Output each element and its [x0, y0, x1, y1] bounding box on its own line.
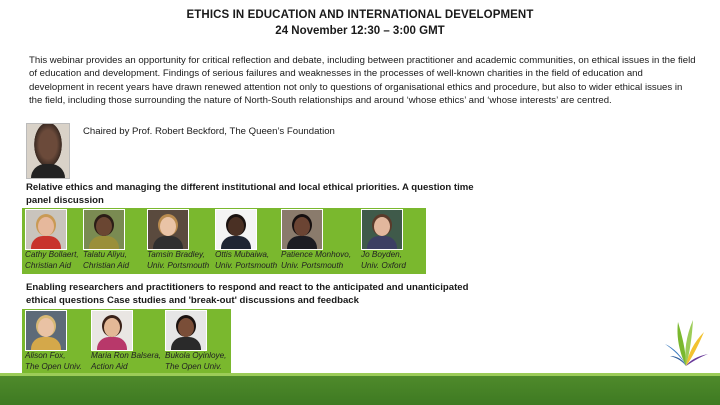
speaker-affiliation: Univ. Oxford: [361, 260, 406, 270]
speaker-affiliation: Christian Aid: [25, 260, 72, 270]
speaker-name: [91, 351, 161, 372]
speaker-name-line: Maria Ron Balsera,: [91, 351, 162, 360]
session-2-heading: Enabling researchers and practitioners to respond and react to the anticipated and unanticipated ethical questions Case studies and 'break-out' discussions and feedback: [26, 282, 469, 306]
speaker-name: [165, 351, 235, 372]
speaker-affiliation: The Open Univ.: [25, 361, 82, 371]
page-title: ETHICS IN EDUCATION AND INTERNATIONAL DEVELOPMENT: [186, 9, 534, 21]
speaker-name-line: Ottis Mubaiwa,: [215, 250, 270, 259]
chair-caption: Chaired by Prof. Robert Beckford, The Queen’s Foundation: [83, 126, 335, 137]
speaker-photo: [25, 209, 67, 250]
speaker-name: [281, 250, 351, 271]
speaker-photo: [165, 310, 207, 351]
speaker-affiliation: The Open Univ.: [165, 361, 222, 371]
speaker-name-line: Talatu Aliyu,: [83, 250, 127, 259]
speaker-photo: [25, 310, 67, 351]
speaker-affiliation: Univ. Portsmouth: [281, 260, 344, 270]
speaker-name-line: Cathy Bollaert,: [25, 250, 79, 259]
event-date-time: 24 November 12:30 – 3:00 GMT: [275, 25, 445, 37]
speaker-affiliation: Action Aid: [91, 361, 128, 371]
speaker-affiliation: Christian Aid: [83, 260, 130, 270]
speaker-affiliation: Univ. Portsmouth: [215, 260, 278, 270]
speaker-photo: [361, 209, 403, 250]
footer-bar: [0, 376, 720, 405]
speaker-name-line: Patience Monhovo,: [281, 250, 352, 259]
session-1-speaker-panel: [22, 208, 426, 274]
speaker-name: [147, 250, 217, 271]
speaker-photo: [147, 209, 189, 250]
speaker-name-line: Jo Boyden,: [361, 250, 402, 259]
speaker-name-line: Tamsin Bradley,: [147, 250, 205, 259]
intro-paragraph: This webinar provides an opportunity for critical reflection and debate, including between practitioner and academic communities, on ethical issues in the field of education and development. Findings of serious failures and weaknesses in the processes of well-known charities in the field of education and development in recent years have drawn renewed attention not only to questions of organisational ethics and procedure, but also to wider ethical issues in the field, including those surrounding the nature of North-South relationships and around ‘whose ethics’ and ‘whose interests’ are centred.: [29, 55, 696, 106]
speaker-name-line: Bukola Oyinloye,: [165, 351, 227, 360]
chair-portrait: [26, 123, 70, 179]
speaker-affiliation: Univ. Portsmouth: [147, 260, 210, 270]
session-1-heading: Relative ethics and managing the different institutional and local ethical priorities. A question time panel discussion: [26, 182, 474, 206]
speaker-photo: [215, 209, 257, 250]
speaker-photo: [83, 209, 125, 250]
speaker-photo: [91, 310, 133, 351]
speaker-name: [25, 351, 95, 372]
speaker-photo: [281, 209, 323, 250]
speaker-name: [361, 250, 431, 271]
speaker-name: [83, 250, 153, 271]
speaker-name-line: Alison Fox,: [25, 351, 66, 360]
session-2-speaker-panel: [22, 309, 231, 375]
leaf-fan-logo: [662, 316, 710, 370]
speaker-name: [215, 250, 285, 271]
